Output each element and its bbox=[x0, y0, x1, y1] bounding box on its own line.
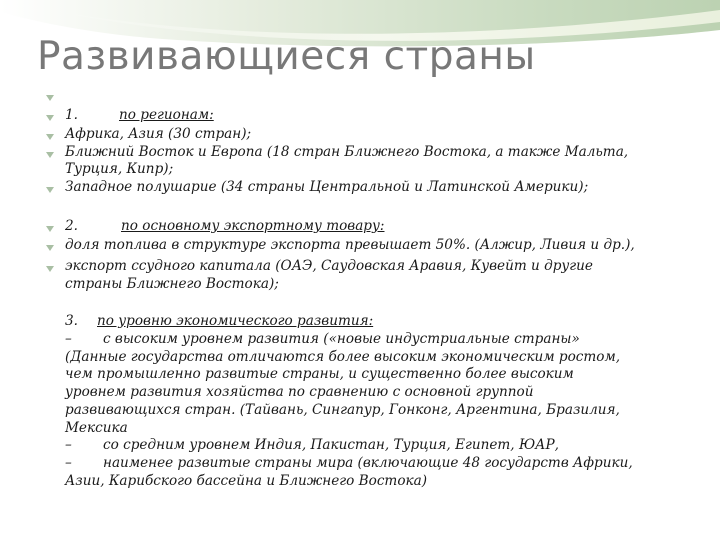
section3-line bbox=[65, 455, 705, 473]
section2-heading: по основному экспортному товару: bbox=[121, 218, 385, 234]
section3-line-text: с высоким уровнем развития («новые индустриальные страны» bbox=[103, 331, 580, 347]
section3-line: чем промышленно развитые страны, и существенно более высоким bbox=[65, 366, 574, 382]
list-item: Западное полушарие (34 страны Центральной и Латинской Америки); bbox=[65, 179, 589, 195]
section3-line: развивающихся стран. (Тайвань, Сингапур, Гонконг, Аргентина, Бразилия, bbox=[65, 402, 620, 418]
section3-line bbox=[65, 437, 705, 455]
section3-line: Азии, Карибского бассейна и Ближнего Востока) bbox=[65, 473, 428, 489]
section2-heading-row bbox=[65, 218, 705, 236]
section3-number: 3. bbox=[65, 313, 78, 329]
section1-heading-row bbox=[65, 107, 705, 125]
bullet-icon bbox=[46, 266, 54, 272]
bullet-icon bbox=[46, 115, 54, 121]
section3-line: (Данные государства отличаются более высоким экономическим ростом, bbox=[65, 349, 621, 365]
bullet-icon bbox=[46, 226, 54, 232]
section3-line bbox=[65, 331, 705, 349]
section1-number: 1. bbox=[65, 107, 78, 123]
section2-number: 2. bbox=[65, 218, 78, 234]
dash-marker: – bbox=[65, 437, 72, 453]
list-item-continuation: страны Ближнего Востока); bbox=[65, 276, 279, 292]
slide-title: Развивающиеся страны bbox=[37, 34, 536, 79]
bullet-icon bbox=[46, 134, 54, 140]
list-item: Африка, Азия (30 стран); bbox=[65, 126, 252, 142]
bullet-icon bbox=[46, 95, 54, 101]
list-item-continuation: Турция, Кипр); bbox=[65, 161, 174, 177]
bullet-icon bbox=[46, 187, 54, 193]
section3-line-text: со средним уровнем Индия, Пакистан, Турция, Египет, ЮАР, bbox=[103, 437, 559, 453]
list-item: экспорт ссудного капитала (ОАЭ, Саудовская Аравия, Кувейт и другие bbox=[65, 258, 593, 274]
section3-line: Мексика bbox=[65, 420, 128, 436]
section3-heading: по уровню экономического развития: bbox=[97, 313, 374, 329]
section3-heading-row bbox=[65, 313, 705, 331]
section3-line: уровнем развития хозяйства по сравнению с основной группой bbox=[65, 384, 534, 400]
list-item: доля топлива в структуре экспорта превышает 50%. (Алжир, Ливия и др.), bbox=[65, 237, 635, 253]
bullet-icon bbox=[46, 245, 54, 251]
section3-line-text: наименее развитые страны мира (включающие 48 государств Африки, bbox=[103, 455, 633, 471]
bullet-icon bbox=[46, 152, 54, 158]
dash-marker: – bbox=[65, 331, 72, 347]
list-item: Ближний Восток и Европа (18 стран Ближнего Востока, а также Мальта, bbox=[65, 144, 629, 160]
dash-marker: – bbox=[65, 455, 72, 471]
section1-heading: по регионам: bbox=[119, 107, 214, 123]
